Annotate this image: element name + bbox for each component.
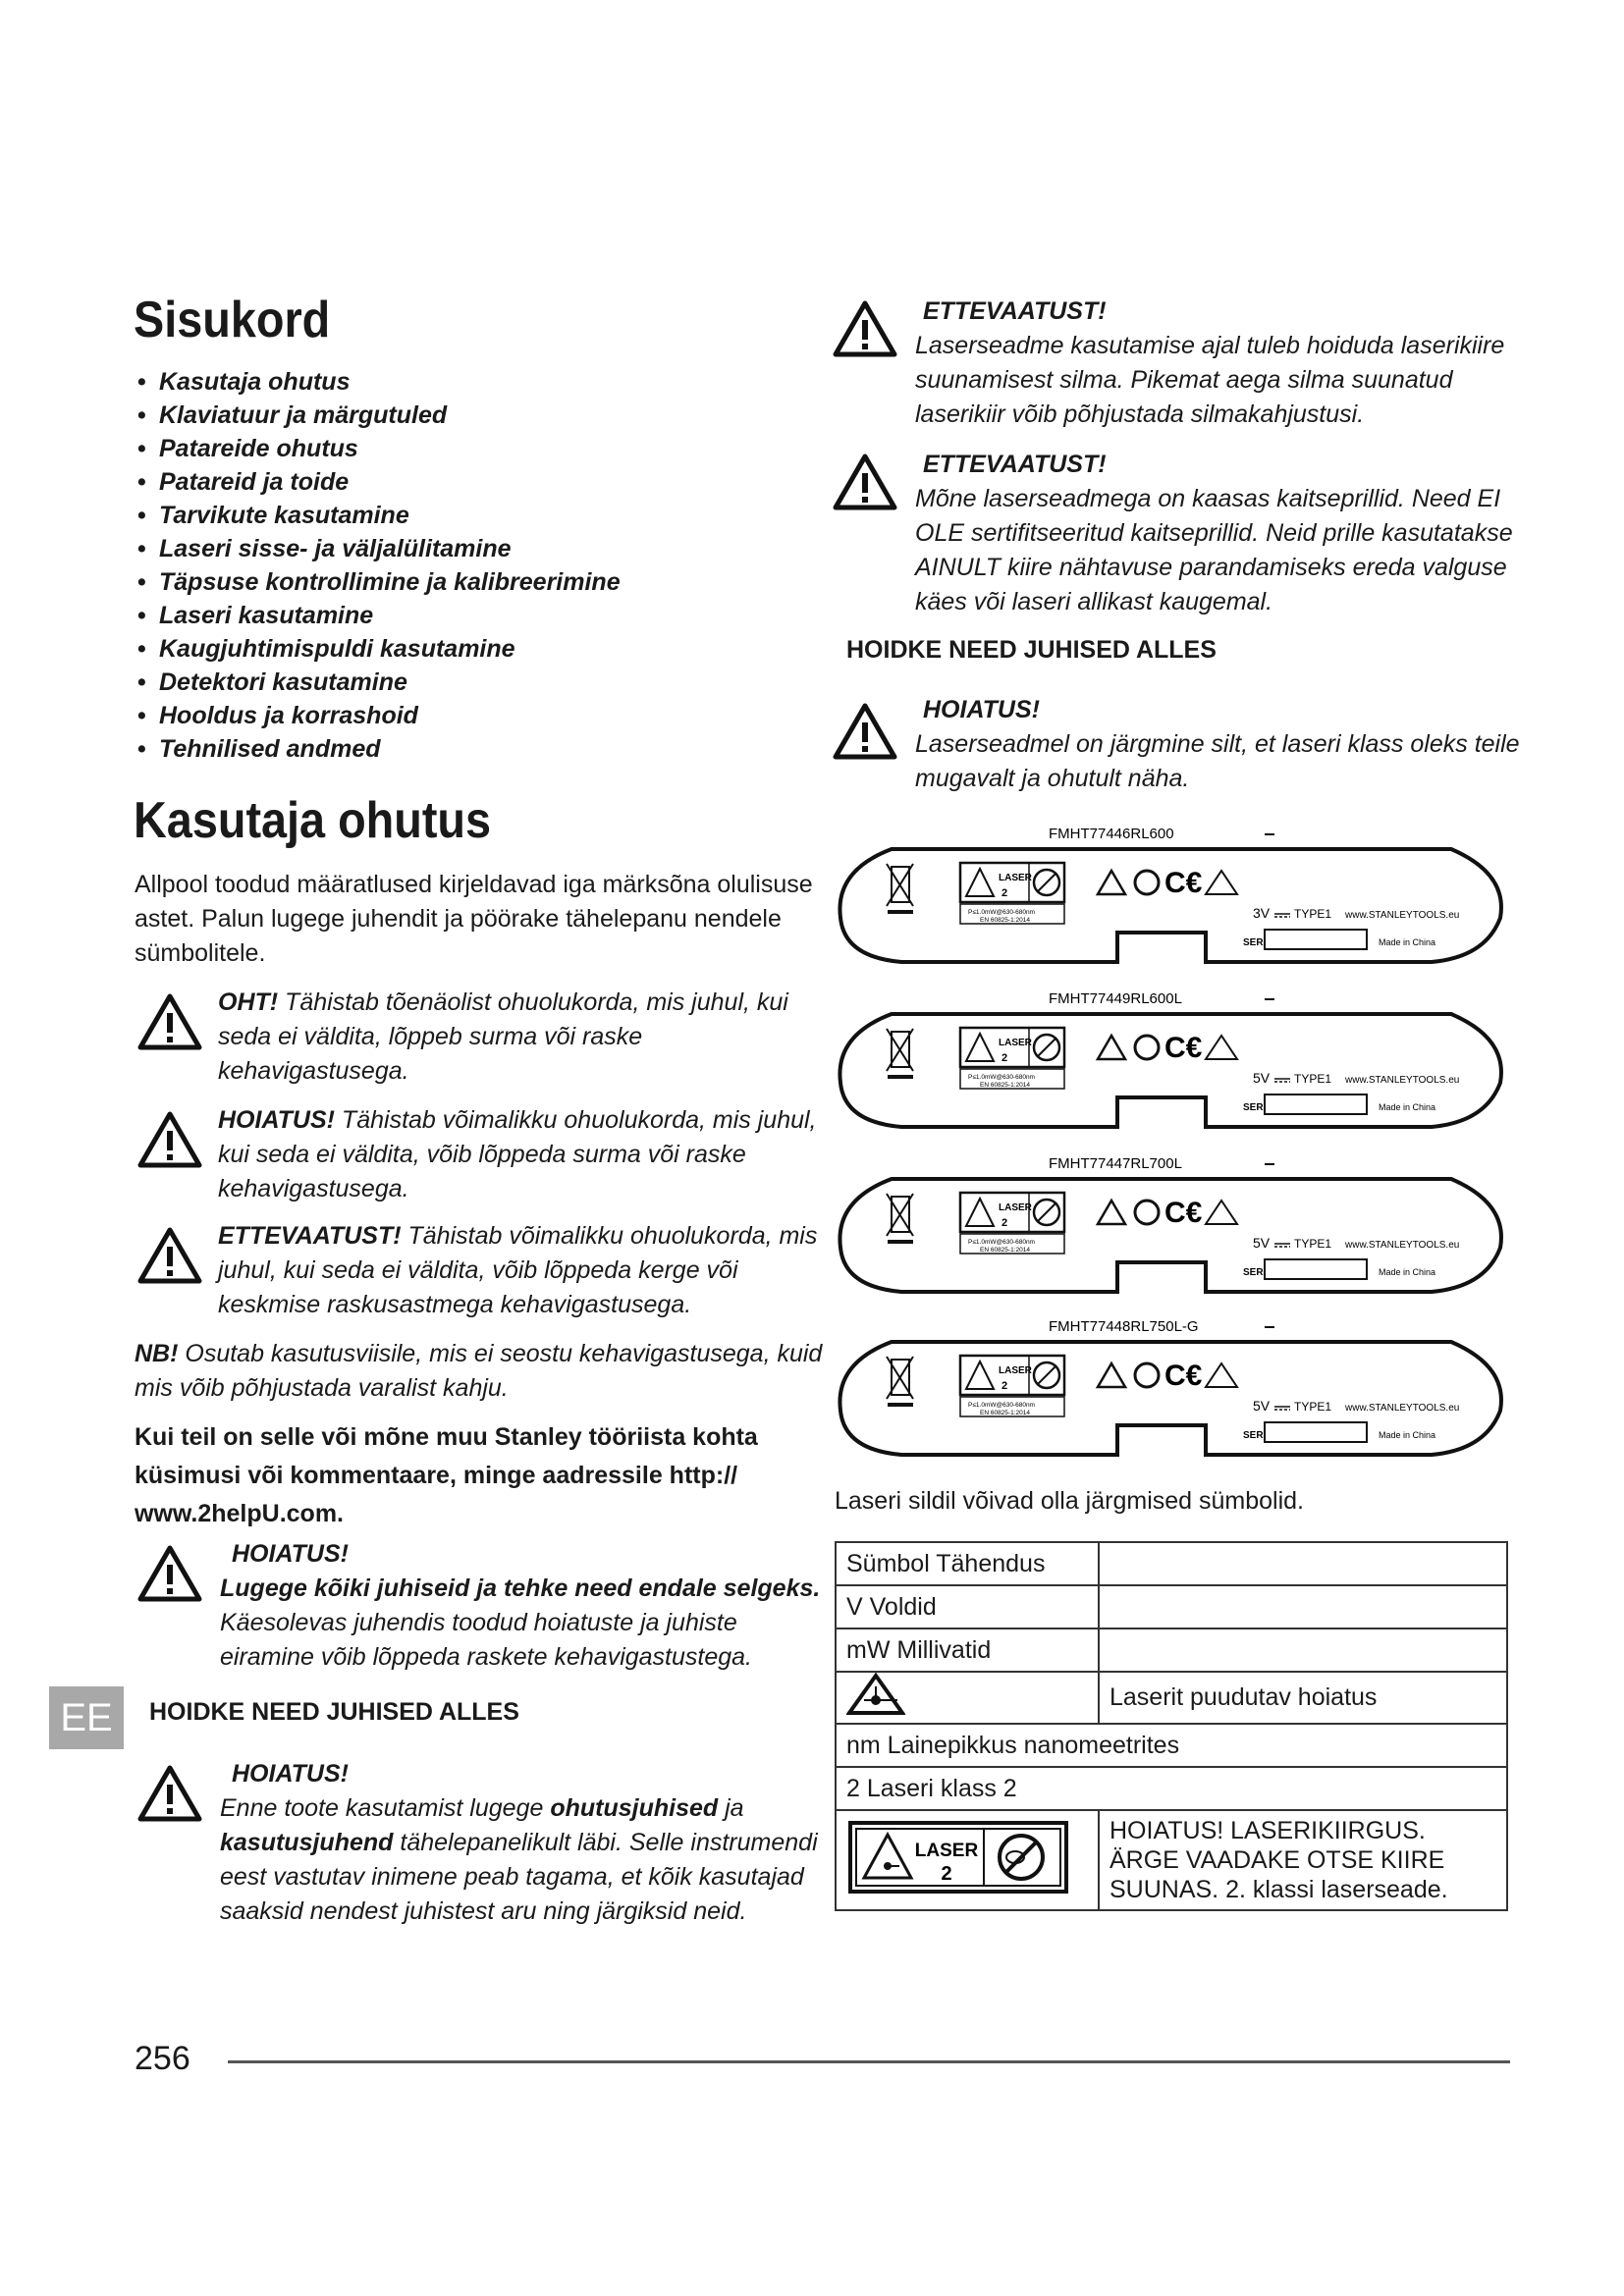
contact-line: Kui teil on selle või mõne muu Stanley tööriista kohta [135,1423,758,1451]
toc-list [137,365,621,766]
language-tab: EE [49,1686,124,1749]
label-spec: P≤1.0mW@630-680nm [968,1239,1035,1246]
caution-text: suunamisest silma. Pikemat aega silma suunatud [915,366,1453,394]
table-cell [1099,1810,1507,1910]
label-spec: P≤1.0mW@630-680nm [968,909,1035,916]
warning-text: tähelepanelikult läbi. Selle instrumendi [393,1829,818,1856]
label-made-in: Made in China [1379,937,1436,947]
svg-text:C€: C€ [1164,1360,1203,1392]
table-cell-line: SUUNAS. 2. klassi laserseade. [1110,1876,1448,1903]
warning-text: saaksid nendest juhistest aru ning järgiksid neid. [220,1897,747,1925]
label-made-in: Made in China [1379,1430,1436,1440]
toc-item[interactable]: • Detektori kasutamine [137,666,621,699]
caution-text: laserikiir võib põhjustada silmakahjustusi. [915,400,1365,428]
warning-text-bold: ohutusjuhised [550,1794,719,1822]
intro-line: astet. Palun lugege juhendit ja pöörake tähelepanu nendele [135,905,782,933]
label-made-in: Made in China [1379,1102,1436,1112]
label-website: www.STANLEYTOOLS.eu [1345,1403,1460,1414]
warning-triangle-icon [137,993,202,1050]
label-standard: EN 60825-1:2014 [980,1247,1030,1254]
intro-paragraph [135,868,822,971]
label-spec: P≤1.0mW@630-680nm [968,1074,1035,1081]
warning-triangle-icon [833,300,897,357]
caution-text: Laserseadme kasutamise ajal tuleb hoiduda laserikiire [915,332,1505,359]
warning-text: Enne toote kasutamist lugege [220,1794,551,1822]
label-class: 2 [1001,887,1008,899]
table-cell-line: ÄRGE VAADAKE OTSE KIIRE [1110,1846,1445,1874]
label-type: TYPE1 [1294,1400,1332,1414]
label-spec: P≤1.0mW@630-680nm [968,1402,1035,1409]
label-website: www.STANLEYTOOLS.eu [1345,1240,1460,1251]
label-model: FMHT77448RL750L-G [1049,1318,1199,1335]
badge-laser-text: LASER [914,1840,979,1861]
danger-text: seda ei väldita, lõppeb surma või raske [218,1023,643,1050]
label-class: 2 [1001,1217,1008,1229]
toc-item[interactable]: • Kasutaja ohutus [137,365,621,399]
symbols-table [835,1541,1508,1911]
table-cell: Sümbol Tähendus [836,1542,1099,1585]
warning-triangle-icon [833,454,897,510]
label-standard: EN 60825-1:2014 [980,1082,1030,1089]
table-cell: Laserit puudutav hoiatus [1099,1672,1507,1724]
product-label [839,826,1501,962]
contact-line: küsimusi või kommentaare, minge aadressile http:// [135,1462,738,1489]
warning-label: HOIATUS! [232,1540,349,1568]
caution-label: ETTEVAATUST! [218,1222,402,1250]
footer-rule [228,2060,1510,2063]
table-cell-line: HOIATUS! LASERIKIIRGUS. [1110,1817,1426,1844]
toc-item[interactable]: • Laseri sisse- ja väljalülitamine [137,532,621,565]
warning-label: HOIATUS! [232,1760,349,1788]
svg-text:C€: C€ [1164,867,1203,899]
warning-triangle-icon [137,1765,202,1822]
badge-class-text: 2 [941,1862,952,1885]
table-row [836,1585,1507,1629]
table-cell [836,1672,1099,1724]
label-class: 2 [1001,1052,1008,1064]
label-voltage: 5V [1253,1398,1271,1414]
contact-paragraph [135,1418,841,1533]
intro-line: sümbolitele. [135,939,266,967]
label-laser: LASER [999,873,1032,883]
product-labels-figure [833,820,1510,1468]
caution-label: ETTEVAATUST! [923,297,1107,325]
warning-label: HOIATUS! [218,1106,335,1134]
table-row [836,1629,1507,1672]
toc-item[interactable]: • Klaviatuur ja märgutuled [137,399,621,432]
table-row [836,1672,1507,1724]
svg-text:C€: C€ [1164,1032,1203,1064]
notice-label: NB! [135,1340,179,1367]
caution-text: juhul, kui seda ei väldita, võib lõppeda kerge või [218,1256,738,1284]
toc-item[interactable]: • Tarvikute kasutamine [137,499,621,532]
table-cell: mW Millivatid [836,1629,1099,1672]
table-cell [836,1810,1099,1910]
table-row [836,1542,1507,1585]
product-label [839,990,1501,1127]
table-cell: V Voldid [836,1585,1099,1629]
product-label [839,1318,1501,1455]
warning-text: Lugege kõiki juhiseid ja tehke need endale selgeks. [220,1575,821,1602]
table-cell [1099,1542,1507,1585]
label-serial: SER. [1243,1430,1267,1441]
label-standard: EN 60825-1:2014 [980,1410,1030,1416]
intro-line: Allpool toodud määratlused kirjeldavad iga märksõna olulisuse [135,871,813,898]
warning-triangle-icon [137,1111,202,1168]
notice-text: mis võib põhjustada varalist kahju. [135,1374,509,1402]
toc-title: Sisukord [134,292,331,348]
label-model: FMHT77449RL600L [1049,990,1182,1007]
label-voltage: 5V [1253,1070,1271,1086]
toc-item[interactable]: • Tehnilised andmed [137,732,621,766]
keep-instructions-heading: HOIDKE NEED JUHISED ALLES [149,1698,519,1726]
warning-text-bold: kasutusjuhend [220,1829,394,1856]
notice-text: Osutab kasutusviisile, mis ei seostu kehavigastusega, kuid [178,1340,823,1367]
warning-triangle-icon [833,703,897,760]
keep-instructions-heading: HOIDKE NEED JUHISED ALLES [846,636,1217,664]
warning-text: Laserseadmel on järgmine silt, et laseri klass oleks teile [915,730,1520,758]
product-labels [833,820,1510,1472]
label-made-in: Made in China [1379,1267,1436,1277]
danger-label: OHT! [218,988,279,1016]
label-website: www.STANLEYTOOLS.eu [1345,910,1460,921]
table-cell: nm Lainepikkus nanomeetrites [836,1724,1507,1767]
laser-class2-badge [846,1819,1070,1896]
page-number: 256 [135,2040,190,2077]
label-website: www.STANLEYTOOLS.eu [1345,1075,1460,1086]
warning-triangle-icon [137,1227,202,1284]
danger-text: kehavigastusega. [218,1057,409,1085]
section-title: Kasutaja ohutus [134,792,492,849]
label-type: TYPE1 [1294,1237,1332,1251]
danger-text: Tähistab tõenäolist ohuolukorda, mis juhul, kui [278,988,788,1016]
label-serial: SER. [1243,1267,1267,1278]
warning-text: kehavigastusega. [218,1175,409,1202]
contact-link[interactable]: www.2helpU.com. [135,1500,345,1527]
toc-item[interactable]: • Täpsuse kontrollimine ja kalibreerimine [137,565,621,599]
caution-text: Mõne laserseadmega on kaasas kaitseprillid. Need EI [915,485,1501,512]
product-label [839,1155,1501,1292]
label-serial: SER. [1243,937,1267,948]
table-row [836,1724,1507,1767]
label-laser: LASER [999,1202,1032,1213]
toc-item[interactable]: • Hooldus ja korrashoid [137,699,621,732]
toc-item[interactable]: • Kaugjuhtimispuldi kasutamine [137,632,621,666]
label-model: FMHT77446RL600 [1049,826,1174,842]
symbols-intro: Laseri sildil võivad olla järgmised sümbolid. [835,1487,1304,1515]
caution-text: keskmise raskusastmega kehavigastusega. [218,1291,692,1318]
warning-text: mugavalt ja ohutult näha. [915,765,1190,792]
label-voltage: 3V [1253,905,1271,921]
toc-item[interactable]: • Patareid ja toide [137,465,621,499]
table-cell [1099,1585,1507,1629]
toc-item[interactable]: • Laseri kasutamine [137,599,621,632]
table-cell: 2 Laseri klass 2 [836,1767,1507,1810]
caution-text: AINULT kiire nähtavuse parandamiseks ereda valguse [915,554,1507,581]
caution-text: OLE sertifitseeritud kaitseprillid. Neid prille kasutatakse [915,519,1513,547]
table-row [836,1767,1507,1810]
warning-text: eiramine võib lõppeda raskete kehavigastustega. [220,1643,753,1671]
warning-text: Tähistab võimalikku ohuolukorda, mis juhul, [334,1106,817,1134]
notice-block [135,1337,841,1406]
caution-text: Tähistab võimalikku ohuolukorda, mis [401,1222,818,1250]
svg-text:C€: C€ [1164,1197,1203,1229]
laser-hazard-icon [846,1673,905,1716]
label-class: 2 [1001,1380,1008,1392]
label-serial: SER. [1243,1102,1267,1113]
warning-text: Käesolevas juhendis toodud hoiatuste ja juhiste [220,1609,737,1636]
label-standard: EN 60825-1:2014 [980,917,1030,924]
label-laser: LASER [999,1038,1032,1048]
caution-label: ETTEVAATUST! [923,451,1107,478]
warning-text: eest vastutav inimene peab tagama, et kõik kasutajad [220,1863,804,1891]
warning-text: kui seda ei väldita, võib lõppeda surma või raske [218,1141,746,1168]
table-cell [1099,1629,1507,1672]
caution-text: käes või laseri allikast kaugemal. [915,588,1273,615]
table-row [836,1810,1507,1910]
label-type: TYPE1 [1294,907,1332,921]
label-type: TYPE1 [1294,1072,1332,1086]
warning-triangle-icon [137,1545,202,1602]
toc-item[interactable]: • Patareide ohutus [137,432,621,465]
label-model: FMHT77447RL700L [1049,1155,1182,1172]
label-voltage: 5V [1253,1235,1271,1251]
warning-text: ja [718,1794,744,1822]
warning-label: HOIATUS! [923,696,1040,723]
label-laser: LASER [999,1365,1032,1376]
